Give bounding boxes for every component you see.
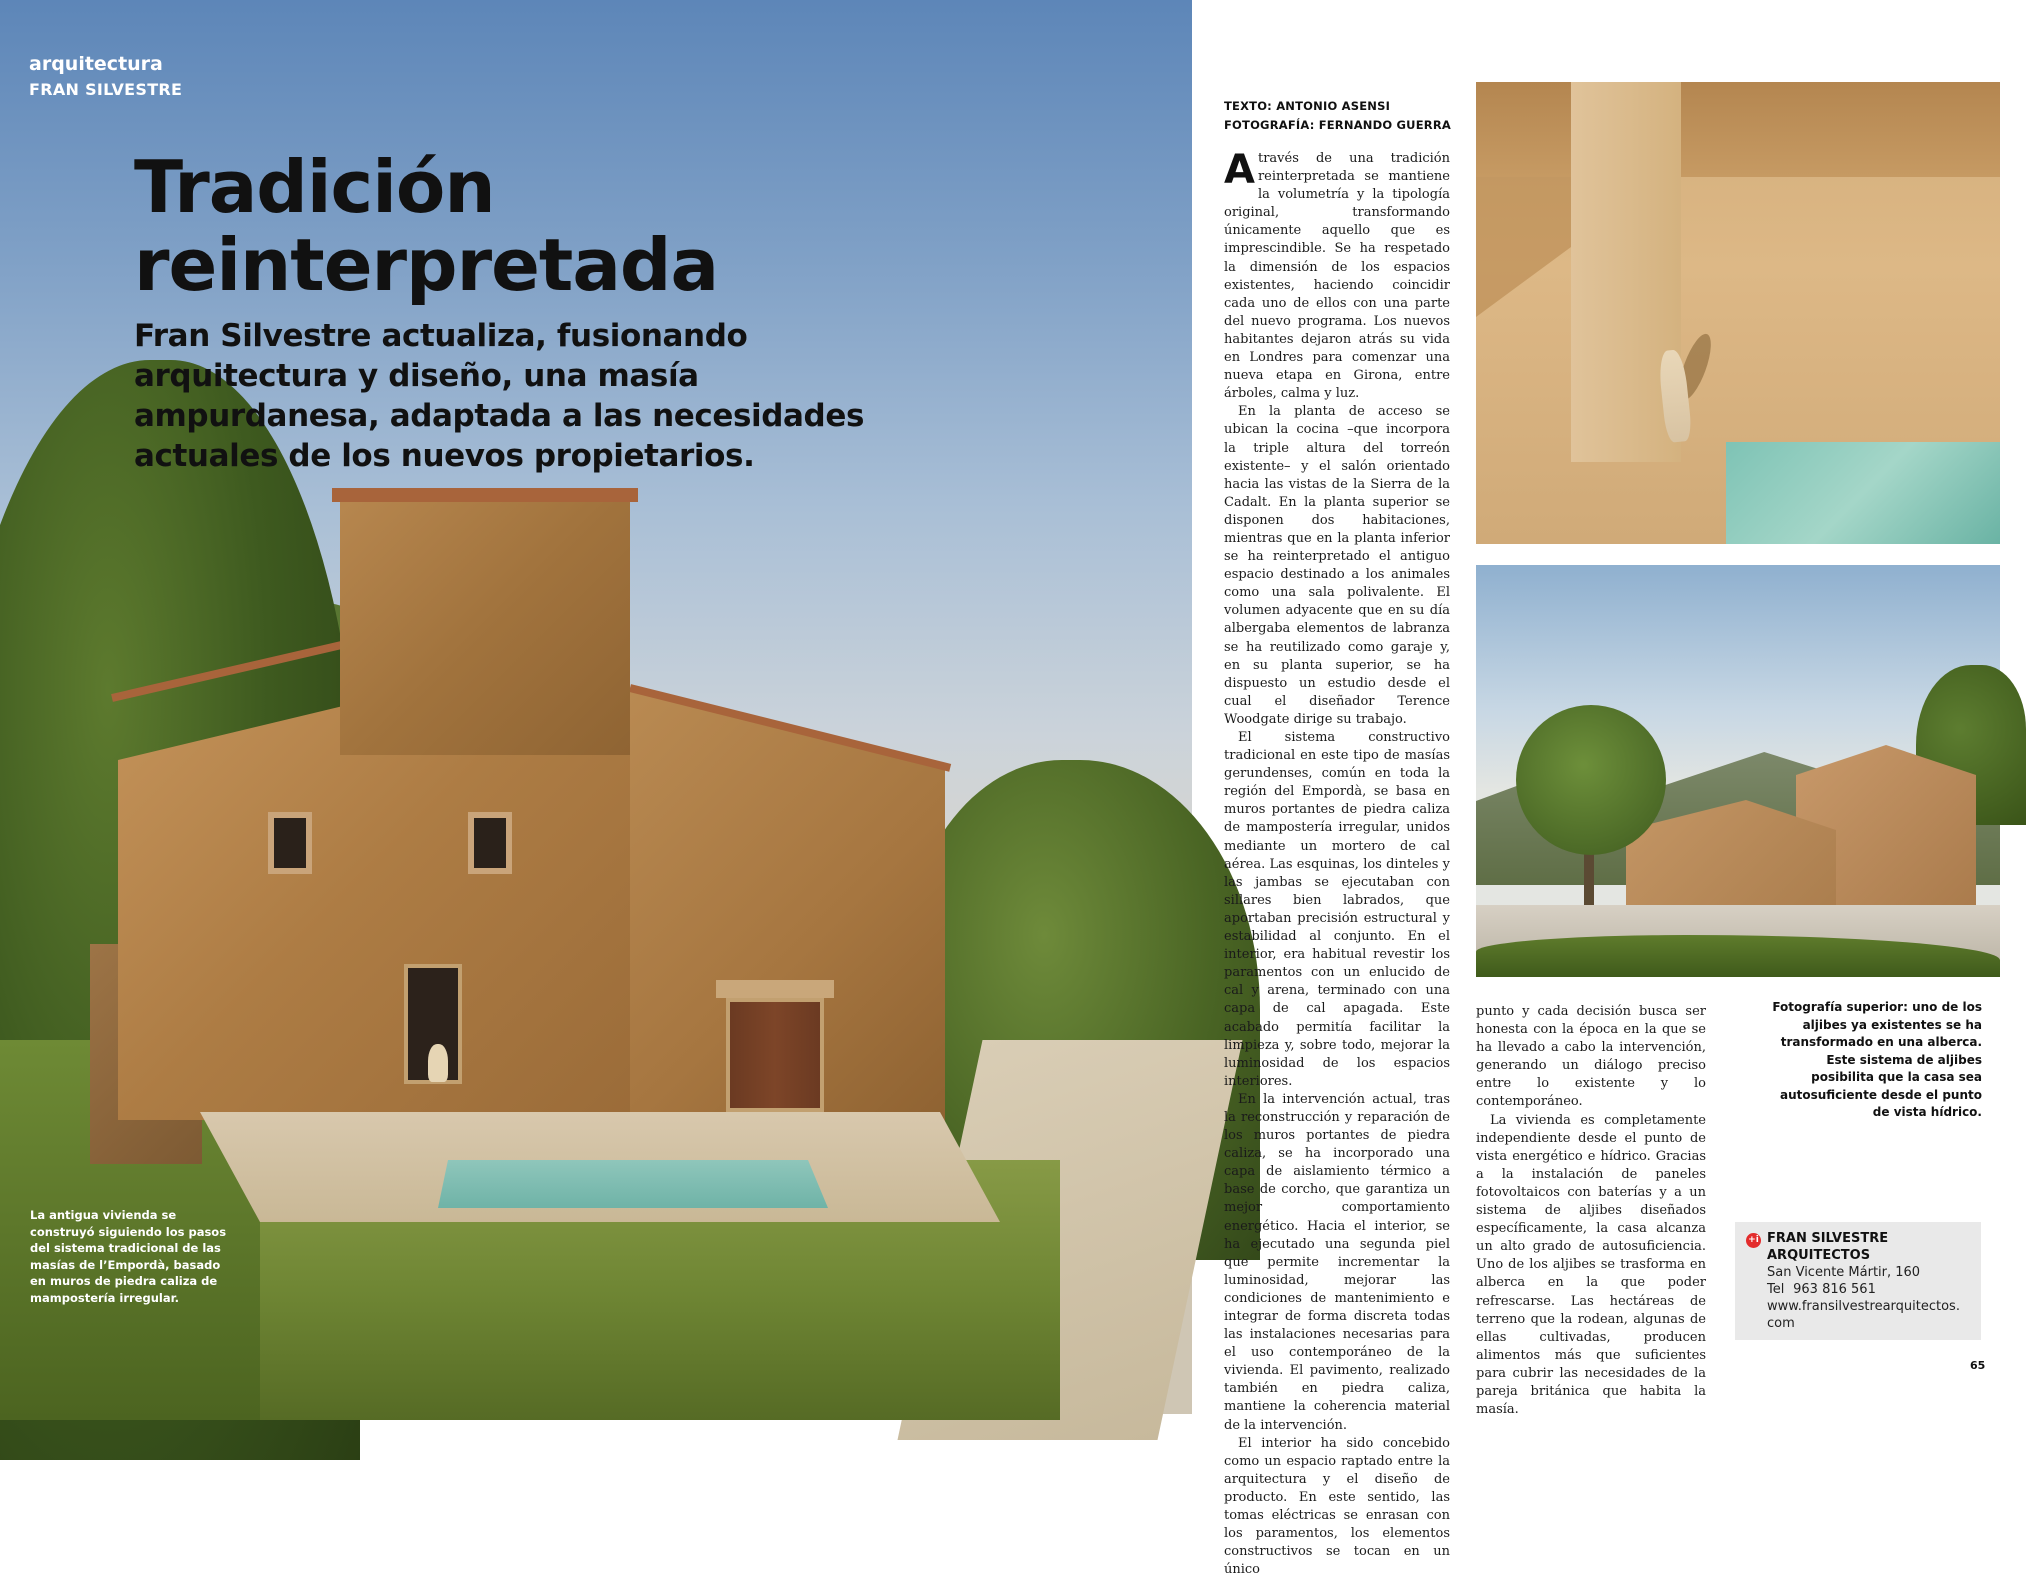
- contact-box: [1735, 1222, 1981, 1340]
- paragraph-1: [1224, 147, 1450, 403]
- photo-credit: FOTOGRAFÍA: FERNANDO GUERRA: [1224, 118, 1451, 132]
- seated-person: [428, 1044, 448, 1082]
- window-right: [468, 812, 512, 874]
- window-left: [268, 812, 312, 874]
- paragraph-1-text: través de una tradición reinterpretada se mantiene la volumetría y la tipología original, transformando únicamente aquello que es imprescindible. Se ha respetado la dimensión de los espacios existentes, haciendo coincidir cada uno de ellos con una parte del nuevo programa. Los nuevos habitantes dejaron atrás su vida en Londres para comenzar una nueva etapa en Girona, entre árboles, calma y luz.: [1224, 151, 1450, 402]
- door-lintel: [716, 980, 834, 998]
- tree-left: [1516, 705, 1666, 855]
- paragraph-3: El sistema constructivo tradicional en este tipo de masías gerundenses, común en toda la región del Empordà, se basa en muros portantes de piedra caliza de mampostería irregular, unidos mediante un mortero de cal aérea. Las esquinas, los dinteles y las jambas se ejecutaban con sillares bien labrados, que aportaban precisión estructural y estabilidad al conjunto. En el interior, era habitual revestir los paramentos con un enlucido de cal y arena, terminado con una capa de cal apagada. Este acabado permitía facilitar la limpieza y, sobre todo, mejorar la luminosidad de los espacios interiores.: [1224, 730, 1450, 1089]
- pool: [438, 1160, 828, 1208]
- dropcap: A: [1224, 147, 1255, 193]
- section-label: arquitectura: [29, 53, 163, 75]
- firm-phone: [1767, 1281, 1977, 1298]
- firm-address: San Vicente Mártir, 160: [1767, 1265, 1921, 1280]
- paragraph-6: La vivienda es completamente independiente desde el punto de vista energético e hídrico. Gracias a la instalación de paneles fotovoltaicos con baterías y a un sistema de aljibes diseñados específicamente, la casa alcanza un alto grado de autosuficiencia. Uno de los aljibes se trasforma en alberca en la que poder refrescarse. Las hectáreas de terreno que la rodean, algunas de ellas cultivadas, producen alimentos más que suficientes para cubrir las necesidades de la pareja británica que habita la masía.: [1476, 1112, 1706, 1418]
- paragraph-2: En la planta de acceso se ubican la cocina –que incorpora la triple altura del torreón existente– y el salón orientado hacia las vistas de la Sierra de la Cadalt. En la planta superior se disponen dos habitaciones, mientras que en la planta inferior se ha reinterpretado el antiguo espacio destinado a los animales como una sala polivalente. El volumen adyacente que en su día albergaba elementos de labranza se ha reutilizado como garaje y, en su planta superior, se ha dispuesto un estudio desde el cual el diseñador Terence Woodgate dirige su trabajo.: [1224, 404, 1450, 727]
- roof-eave-left: [111, 640, 347, 702]
- article-subtitle: Fran Silvestre actualiza, fusionando arquitectura y diseño, una masía ampurdanesa, adaptada a las necesidades actuales de los nuevos propietarios.: [134, 318, 865, 474]
- phone-number: 963 816 561: [1793, 1282, 1876, 1297]
- pool-aerial-photo: [1476, 82, 2000, 544]
- paragraph-4: En la intervención actual, tras la reconstrucción y reparación de los muros portantes de piedra caliza, se ha incorporado una capa de aislamiento térmico a base de corcho, que garantiza un mejor comportamiento energético. Hacia el interior, se ha ejecutado una segunda piel que permite incrementar la luminosidad, mejorar las condiciones de mantenimiento e integrar de forma discreta todas las instalaciones necesarias para el uso contemporáneo de la vivienda. El pavimento, realizado también en piedra caliza, mantiene la coherencia material de la intervención.: [1224, 1091, 1450, 1433]
- house-main-facade: [118, 700, 648, 1120]
- website-line-1: www.fransilvestrearquitectos.: [1767, 1299, 1960, 1314]
- info-icon: +i: [1746, 1233, 1761, 1248]
- article-column-1: [1224, 147, 1450, 1578]
- website-line-2: com: [1767, 1316, 1795, 1331]
- photo-caption: Fotografía superior: uno de los aljibes ya existentes se ha transformado en una alberca. Este sistema de aljibes posibilita que la casa sea autosuficiente desde el punto de vista hídrico.: [1772, 1000, 1982, 1119]
- article-title: [134, 145, 954, 307]
- title-line-2: reinterpretada: [134, 223, 719, 307]
- farmhouse-exterior-photo: [1476, 565, 2000, 977]
- architect-label: FRAN SILVESTRE: [29, 80, 183, 99]
- text-credit: TEXTO: ANTONIO ASENSI: [1224, 99, 1391, 113]
- tower-roof: [332, 488, 638, 502]
- phone-label: Tel: [1767, 1282, 1785, 1297]
- aerial-wall: [1476, 82, 2000, 177]
- firm-name-line-1: FRAN SILVESTRE: [1767, 1231, 1889, 1246]
- firm-name: [1767, 1230, 1972, 1264]
- hero-caption: La antigua vivienda se construyó siguiendo los pasos del sistema tradicional de las masías de l’Empordà, basado en muros de piedra caliza de mampostería irregular.: [30, 1208, 227, 1305]
- credits: [1224, 97, 1451, 135]
- barn-door: [726, 998, 824, 1112]
- paragraph-5: El interior ha sido concebido como un espacio raptado entre la arquitectura y el diseño de producto. En este sentido, las tomas eléctricas se enrasan con los paramentos, los elementos constructivos se tocan en un único: [1224, 1435, 1450, 1578]
- title-line-1: Tradición: [134, 145, 495, 229]
- paragraph-5-continued: punto y cada decisión busca ser honesta con la época en la que se ha llevado a cabo la intervención, generando un diálogo preciso entre lo existente y lo contemporáneo.: [1476, 1004, 1706, 1110]
- house-tower: [340, 495, 630, 755]
- page-number: 65: [1970, 1359, 1986, 1372]
- firm-name-line-2: ARQUITECTOS: [1767, 1248, 1871, 1263]
- aerial-pool: [1726, 442, 2000, 544]
- article-column-2: [1476, 1003, 1706, 1418]
- firm-website[interactable]: [1767, 1298, 1977, 1332]
